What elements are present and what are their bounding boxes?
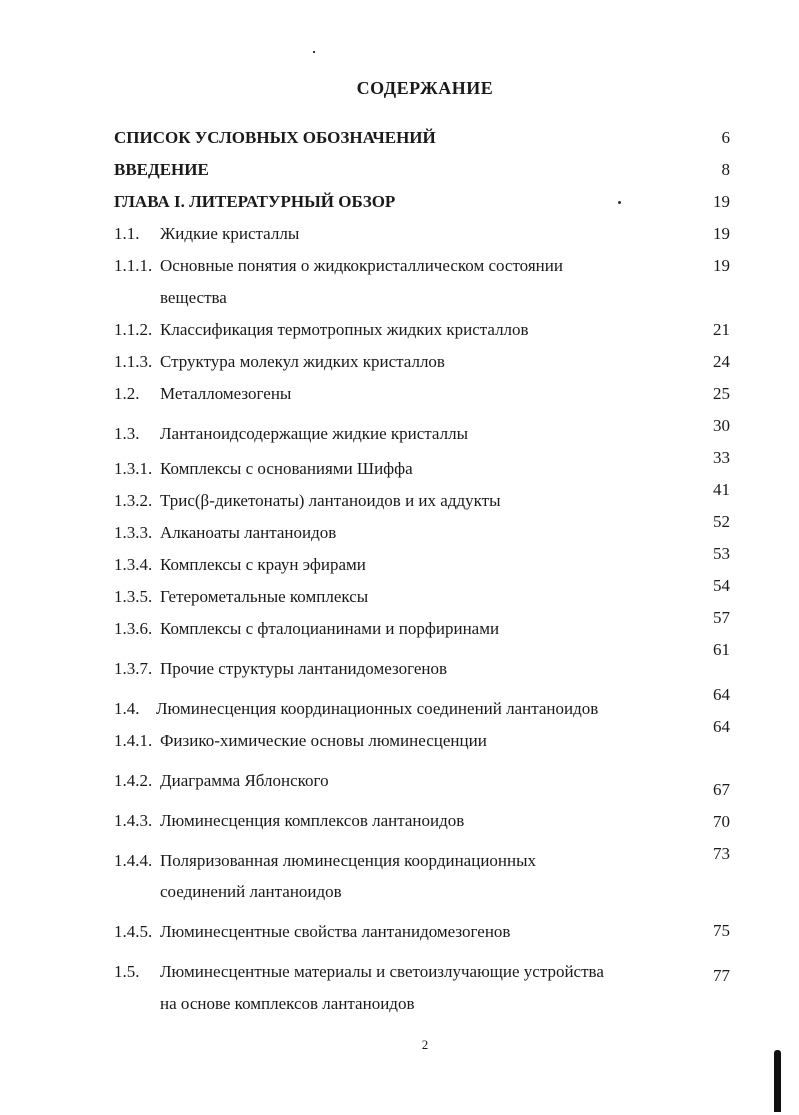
toc-page-number: 73 <box>713 844 730 863</box>
page-footer-number: 2 <box>421 1037 429 1052</box>
toc-entry-number: 1.3.3. <box>114 523 153 542</box>
toc-page-number: 19 <box>713 256 730 275</box>
toc-page-number: 21 <box>713 320 730 339</box>
toc-entry-number: 1.3. <box>114 424 140 443</box>
toc-entry-text-continuation: вещества <box>160 288 227 307</box>
toc-page-number: 52 <box>713 512 730 531</box>
toc-page-number: 24 <box>713 352 730 371</box>
toc-entry-text: Комплексы с основаниями Шиффа <box>160 459 413 478</box>
toc-entry-number: 1.3.4. <box>114 555 153 574</box>
toc-page-number: 61 <box>713 640 730 659</box>
toc-page-number: 30 <box>713 416 730 435</box>
toc-page-number: 77 <box>713 966 730 985</box>
toc-entry-text: Прочие структуры лантанидомезогенов <box>160 659 448 678</box>
toc-page-number: 57 <box>713 608 730 627</box>
toc-entry-text: Диаграмма Яблонского <box>160 771 329 790</box>
toc-entry-text-continuation: на основе комплексов лантаноидов <box>160 994 415 1013</box>
toc-entry-text: Люминесценция координационных соединений лантаноидов <box>156 699 599 718</box>
toc-entry-text: Люминесцентные материалы и светоизлучающие устройства <box>160 962 604 981</box>
toc-page-number: 25 <box>713 384 730 403</box>
toc-entry-text: Основные понятия о жидкокристаллическом состоянии <box>160 256 563 275</box>
toc-entry-text: Металломезогены <box>160 384 292 403</box>
toc-page-number: 8 <box>721 160 730 179</box>
toc-entry-number: 1.1.3. <box>114 352 153 371</box>
toc-entry-number: 1.3.7. <box>114 659 153 678</box>
toc-page-number: 6 <box>721 128 730 147</box>
toc-page-number: 67 <box>713 780 730 799</box>
toc-entry-number: 1.4.4. <box>114 851 153 870</box>
toc-page-number: 54 <box>713 576 730 595</box>
toc-entry-text: Гетерометальные комплексы <box>160 587 369 606</box>
toc-page-number: 33 <box>713 448 730 467</box>
toc-entry-number: 1.1.2. <box>114 320 153 339</box>
toc-entry-text-continuation: соединений лантаноидов <box>160 882 342 901</box>
toc-page-number: 70 <box>713 812 730 831</box>
toc-entry-number: 1.5. <box>114 962 140 981</box>
toc-entry-text: Лантаноидсодержащие жидкие кристаллы <box>160 424 468 443</box>
toc-entry-text: Люминесцентные свойства лантанидомезогенов <box>160 922 511 941</box>
toc-entry-number: 1.4.3. <box>114 811 153 830</box>
toc-entry-text: Структура молекул жидких кристаллов <box>160 352 445 371</box>
toc-entry-text: Поляризованная люминесценция координационных <box>160 851 537 870</box>
toc-entry-number: 1.2. <box>114 384 140 403</box>
toc-entry-text: ГЛАВА I. ЛИТЕРАТУРНЫЙ ОБЗОР <box>114 192 396 211</box>
toc-entry-text: Люминесценция комплексов лантаноидов <box>160 811 465 830</box>
toc-entry-number: 1.3.6. <box>114 619 153 638</box>
page-title: СОДЕРЖАНИЕ <box>356 78 494 98</box>
toc-entry-text: Алканоаты лантаноидов <box>160 523 337 542</box>
toc-entry-text: Комплексы с краун эфирами <box>160 555 366 574</box>
toc-entry-number: 1.4.1. <box>114 731 153 750</box>
toc-entry-number: 1.1. <box>114 224 140 243</box>
toc-page-number: 19 <box>713 192 730 211</box>
toc-page-number: 19 <box>713 224 730 243</box>
toc-entry-number: 1.4.2. <box>114 771 153 790</box>
toc-entry-text: Жидкие кристаллы <box>160 224 300 243</box>
toc-entry-text: Физико-химические основы люминесценции <box>160 731 487 750</box>
toc-page-number: 75 <box>713 921 730 940</box>
scan-speck <box>618 201 621 204</box>
toc-page-number: 64 <box>713 685 730 704</box>
scan-speck <box>313 51 315 53</box>
toc-page-number: 64 <box>713 717 730 736</box>
toc-entry-text: Комплексы с фталоцианинами и порфиринами <box>160 619 500 638</box>
scan-edge-mark <box>774 1050 781 1112</box>
toc-entry-text: СПИСОК УСЛОВНЫХ ОБОЗНАЧЕНИЙ <box>114 128 436 147</box>
toc-entry-number: 1.4. <box>114 699 140 718</box>
toc-entry-number: 1.3.5. <box>114 587 153 606</box>
toc-entry-number: 1.1.1. <box>114 256 153 275</box>
toc-entry-number: 1.3.1. <box>114 459 153 478</box>
toc-entry-text: Классификация термотропных жидких кристаллов <box>160 320 529 339</box>
toc-page-number: 41 <box>713 480 730 499</box>
toc-entry-text: Трис(β-дикетонаты) лантаноидов и их аддукты <box>160 491 501 510</box>
toc-page-number: 53 <box>713 544 730 563</box>
toc-entry-number: 1.3.2. <box>114 491 153 510</box>
toc-entry-number: 1.4.5. <box>114 922 153 941</box>
toc-entry-text: ВВЕДЕНИЕ <box>114 160 209 179</box>
